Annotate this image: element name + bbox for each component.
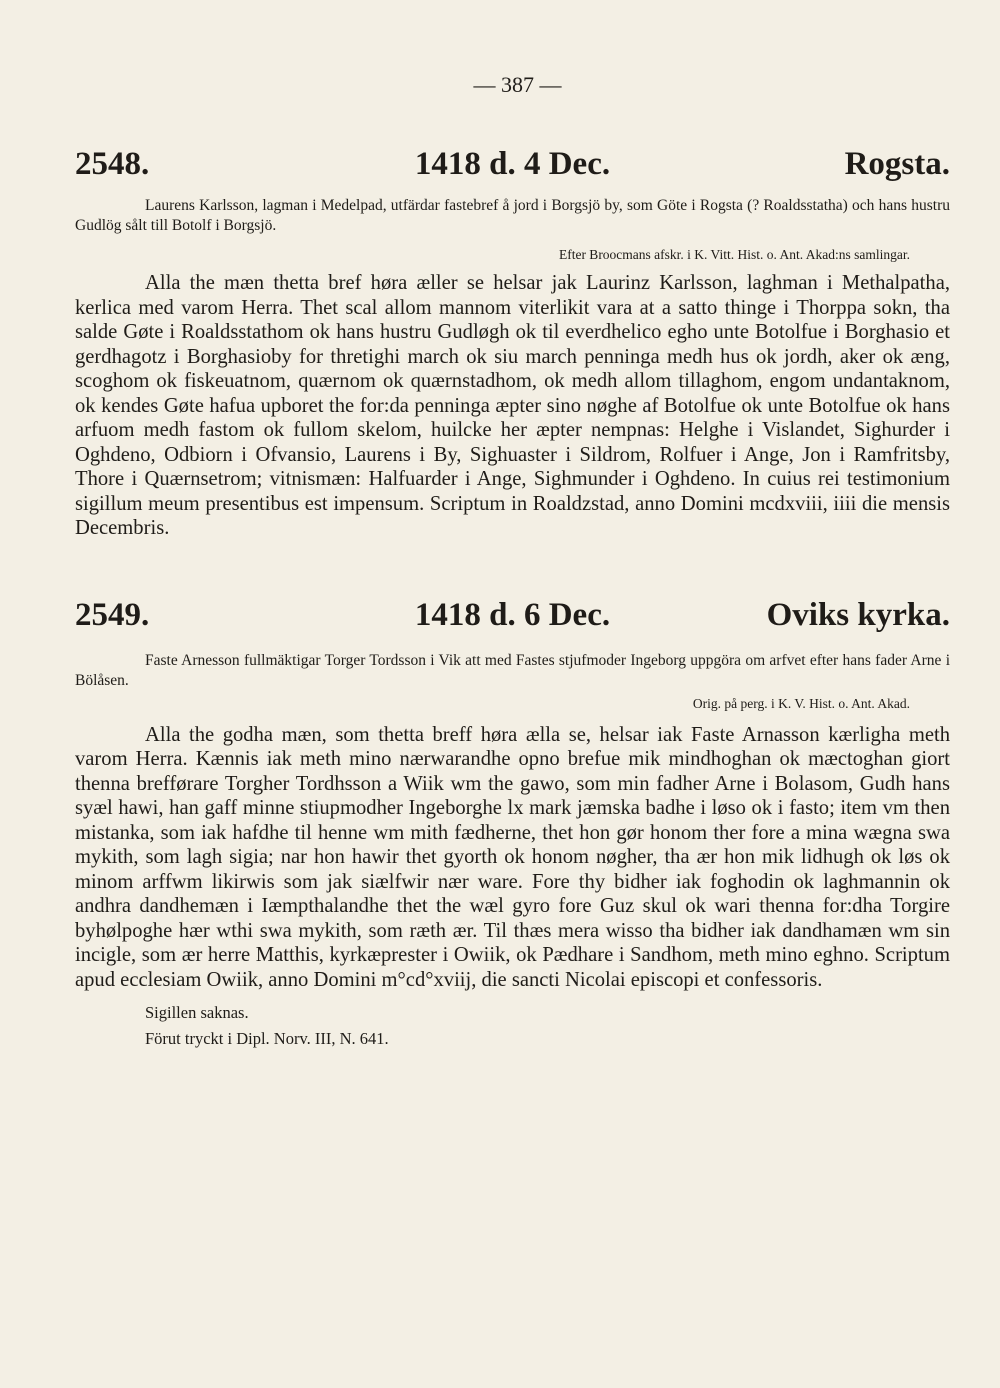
entry-header xyxy=(75,142,950,186)
entry-text: Alla the godha mæn, som thetta breff høra ælla se, helsar iak Faste Arnasson kærligha meth varom Herra. Kænnis iak meth mino nærwarandhe opno brefue mik mindhoghan ok mæctoghan giort thenna brefførare Torgher Tordhsson a Wiik wm the gawo, som min fadher Arne i Bolasom, Gudh hans syæl hawi, han gaff minne stiupmodher Ingeborghe lx mark jæmska badhe i løso ok i fasto; item vm then mistanka, som iak hafdhe til henne wm mith fædherne, thet hon gør honom ther fore a mina wægna swa mykith, som lagh sigia; nar hon hawir thet gyorth ok honom nøgher, tha ær hon mik lidhugh ok løs ok minom arffwm likirwis som jak siælfwir nær ware. Fore thy bidher iak foghodin ok laghmannin ok andhra dandhemæn i Iæmpthalandhe thet the wæl gyro fore Guz skul ok wari thenna for:dha Torgire byhølpoghe hær wthi swa mykith, som ræth ær. Til thæs mera wisso tha bidher iak dandhamæn wm sin incigle, som ær herre Matthis, kyrkæprester i Owiik, ok Pædhare i Sandhom, meth mino eghno. Scriptum apud ecclesiam Owiik, anno Domini m°cd°xviij, die sancti Nicolai episcopi et confessoris. xyxy=(75,723,950,991)
entry-text: Alla the mæn thetta bref høra æller se helsar jak Laurinz Karlsson, laghman i Methalpatha, kerlica med varom Herra. Thet scal allom mannom viterlikit vara at a satto thinge i Thorppa sokn, tha salde Gøte i Roaldsstathom ok hans hustru Gudløgh ok til everdhelico egho unte Botolfue i Borghasio et gerdhagotz i Borghasioby for thretighi march ok siu march penninga medh hus ok jordh, aker ok æng, scoghom ok fiskeuatnom, quærnom ok quærnstadhom, ok medh allom tillaghom, engom undantaknom, ok kendes Gøte hafua upboret the for:da penninga æpter sino nøghe af Botolfue ok unte Botolfue ok hans arfuom medh fastom ok fullom skelom, huilcke her æpter nempnas: Helghe i Vislandet, Sighurder i Oghdeno, Odbiorn i Ofvansio, Laurens i By, Sighuaster i Sildrom, Rolfuer i Ange, Jon i Ramfritsby, Thore i Quærnsetrom; vitnismæn: Halfuarder i Ange, Sighmunder i Oghdeno. In cuius rei testimonium sigillum meum presentibus est impensum. Scriptum in Roaldzstad, anno Domini mcdxviii, iiii die mensis Decembris. xyxy=(75,272,950,539)
entry-note-printed: Förut tryckt i Dipl. Norv. III, N. 641. xyxy=(145,1029,389,1048)
entry-source: Orig. på perg. i K. V. Hist. o. Ant. Akad. xyxy=(692,695,910,711)
entry-summary: Laurens Karlsson, lagman i Medelpad, utfärdar fastebref å jord i Borgsjö by, som Göte i Rogsta (? Roaldsstatha) och hans hustru Gudlög sålt till Botolf i Borgsjö. xyxy=(75,197,950,234)
entry-2548 xyxy=(75,142,950,541)
document-page xyxy=(75,68,950,1052)
page-number: — 387 — xyxy=(473,72,562,97)
entry-place: Oviks kyrka. xyxy=(766,596,950,633)
entry-number: 2549. xyxy=(75,596,150,633)
entry-place: Rogsta. xyxy=(844,146,950,182)
entry-2549 xyxy=(75,593,950,1053)
entry-number: 2548. xyxy=(75,146,150,182)
entry-note-seal: Sigillen saknas. xyxy=(145,1003,249,1022)
entry-summary: Faste Arnesson fullmäktigar Torger Tordsson i Vik att med Fastes stjufmoder Ingeborg uppgöra om arfvet efter hans fader Arne i Bölåsen. xyxy=(75,651,950,689)
entry-source: Efter Broocmans afskr. i K. Vitt. Hist. o. Ant. Akad:ns samlingar. xyxy=(558,247,910,262)
entry-date: 1418 d. 6 Dec. xyxy=(414,596,611,633)
entry-date: 1418 d. 4 Dec. xyxy=(414,146,611,182)
entry-header xyxy=(75,593,950,637)
